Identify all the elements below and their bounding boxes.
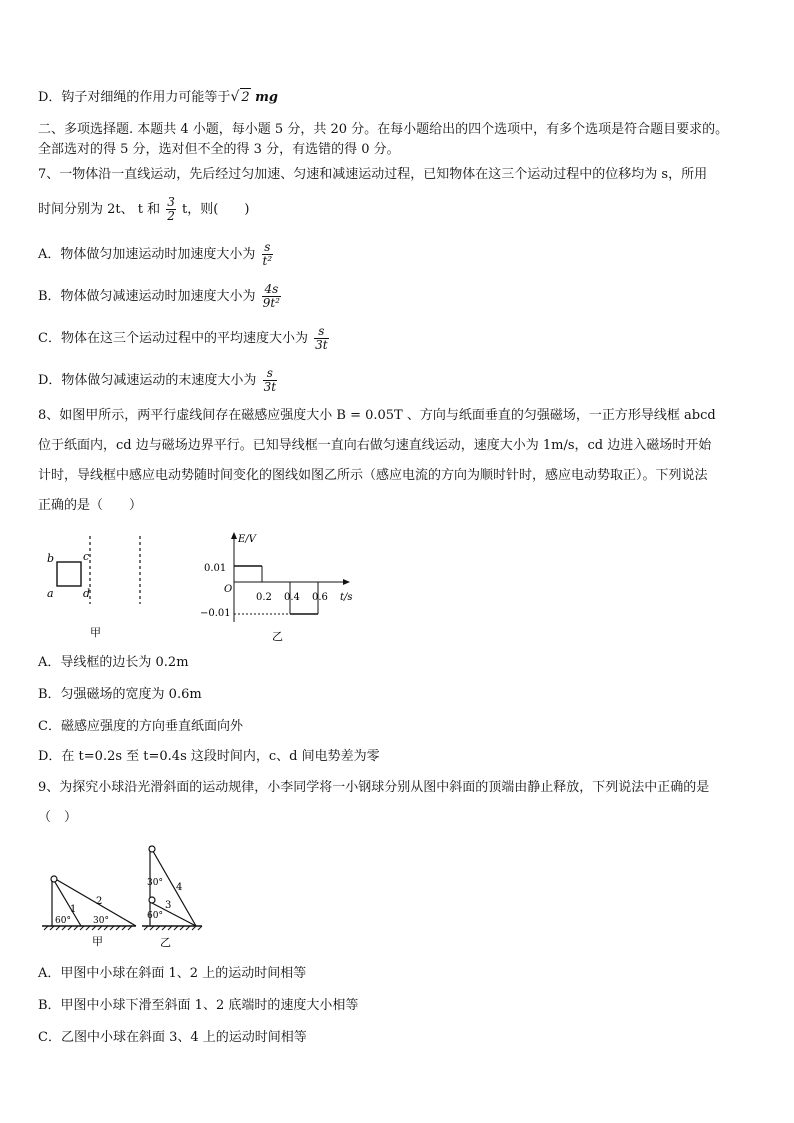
q9-option-c: C．乙图中小球在斜面 3、4 上的运动时间相等 (38, 1030, 307, 1045)
option-text: D．物体做匀减速运动的末速度大小为 (38, 373, 257, 388)
x-axis-label: t/s (340, 592, 353, 603)
option-fraction (263, 367, 277, 394)
q8-stem-line3: 计时，导线框中感应电动势随时间变化的图线如图乙所示（感应电流的方向为顺时针时，感应电动势取正）。下列说法 (38, 468, 708, 483)
q6-option-d: D．钩子对细绳的作用力可能等于√ 2 mg (38, 89, 279, 105)
option-text: A．物体做匀加速运动时加速度大小为 (38, 247, 256, 262)
frac-den: t² (262, 254, 273, 268)
q9-option-a: A．甲图中小球在斜面 1、2 上的运动时间相等 (38, 966, 307, 981)
frac-num: 3 (167, 195, 175, 209)
frac-den: 9t² (262, 296, 280, 310)
q7-fraction (166, 196, 176, 223)
q8-option-d: D．在 t=0.2s 至 t=0.4s 这段时间内，c、d 间电势差为零 (38, 749, 380, 764)
q8-option-c: C．磁感应强度的方向垂直纸面向外 (38, 719, 243, 734)
frac-num: s (314, 325, 328, 339)
y-axis-label: E/V (238, 534, 256, 545)
frac-num: s (263, 367, 277, 381)
slope-label-3: 3 (165, 900, 172, 911)
sqrt-value: 2 (241, 90, 250, 105)
q8-figure-yi (196, 530, 366, 644)
frac-den: 2 (167, 209, 175, 223)
angle-label-30: 30° (93, 916, 109, 926)
origin-label: O (224, 584, 233, 595)
q9-stem-line2: （ ） (38, 810, 78, 825)
frac-num: s (262, 241, 274, 255)
y-tick-pos: 0.01 (204, 563, 227, 574)
q9-stem-line1: 9、为探究小球沿光滑斜面的运动规律，小李同学将一小钢球分别从图中斜面的顶端由静止释放，下列说法中正确的是 (38, 780, 710, 795)
option-fraction (262, 283, 281, 310)
option-fraction (262, 241, 274, 268)
q8-stem-line4: 正确的是（ ） (38, 498, 143, 513)
q6-option-d-unit: mg (250, 90, 279, 105)
q7-option-b (38, 283, 283, 310)
vertex-label-c: c (83, 550, 90, 563)
q7-option-d (38, 367, 279, 394)
x-tick-0.4: 0.4 (284, 592, 300, 603)
q7-stem-line1: 7、一物体沿一直线运动，先后经过匀加速、匀速和减速运动过程，已知物体在这三个运动过程中的位移均为 s，所用 (38, 167, 708, 182)
y-axis-arrow (231, 532, 237, 539)
option-fraction (314, 325, 328, 352)
q9-figure-jia (40, 872, 140, 950)
q8-figure-jia (38, 532, 168, 642)
slope-label-2: 2 (96, 896, 103, 907)
section2-line2: 全部选对的得 5 分，选对但不全的得 3 分，有选错的得 0 分。 (38, 142, 400, 157)
fig-caption-yi: 乙 (272, 630, 283, 643)
angle-label-30: 30° (147, 878, 163, 888)
ball (51, 876, 57, 882)
q8-option-a: A．导线框的边长为 0.2m (38, 655, 189, 670)
q7-option-a (38, 241, 275, 268)
frac-den: 3t (263, 380, 277, 394)
x-tick-0.2: 0.2 (256, 592, 272, 603)
slope-label-1: 1 (70, 904, 77, 915)
fig-caption-jia: 甲 (90, 626, 101, 639)
q9-figure-yi (138, 842, 210, 952)
q8-stem-line1: 8、如图甲所示，两平行虚线间存在磁感应强度大小 B = 0.05T 、方向与纸面垂直的匀强磁场，一正方形导线框 abcd (38, 408, 716, 423)
vertex-label-d: d (83, 587, 91, 600)
slope-label-4: 4 (176, 882, 183, 893)
frac-num: 4s (262, 283, 281, 297)
angle-label-60: 60° (147, 911, 163, 921)
y-tick-neg: −0.01 (200, 608, 231, 619)
q6-option-d-text: D．钩子对细绳的作用力可能等于 (38, 90, 231, 105)
x-axis-arrow (343, 579, 350, 585)
option-text: B．物体做匀减速运动时加速度大小为 (38, 289, 256, 304)
frac-den: 3t (315, 338, 328, 352)
x-tick-0.6: 0.6 (312, 592, 328, 603)
ball-mid (149, 897, 155, 903)
ball-top (149, 846, 155, 852)
angle-label-60: 60° (55, 916, 71, 926)
q7-stem-text-b: t，则( ) (182, 202, 250, 217)
wire-frame (57, 562, 81, 586)
q8-stem-line2: 位于纸面内，cd 边与磁场边界平行。已知导线框一直向右做匀速直线运动，速度大小为 1m/s，cd 边进入磁场时开始 (38, 438, 712, 453)
fig-caption-jia: 甲 (92, 935, 103, 948)
vertex-label-a: a (47, 587, 54, 600)
q7-stem-text-a: 时间分别为 2t、 t 和 (38, 202, 161, 217)
q7-option-c (38, 325, 331, 352)
q9-option-b: B．甲图中小球下滑至斜面 1、2 底端时的速度大小相等 (38, 998, 359, 1013)
q8-option-b: B．匀强磁场的宽度为 0.6m (38, 687, 202, 702)
vertex-label-b: b (47, 552, 55, 565)
option-text: C．物体在这三个运动过程中的平均速度大小为 (38, 331, 308, 346)
q7-stem-line2 (38, 196, 249, 223)
section2-line1: 二、多项选择题. 本题共 4 小题，每小题 5 分，共 20 分。在每小题给出的四个选项中，有多个选项是符合题目要求的。 (38, 122, 729, 137)
fig-caption-yi: 乙 (160, 936, 171, 949)
